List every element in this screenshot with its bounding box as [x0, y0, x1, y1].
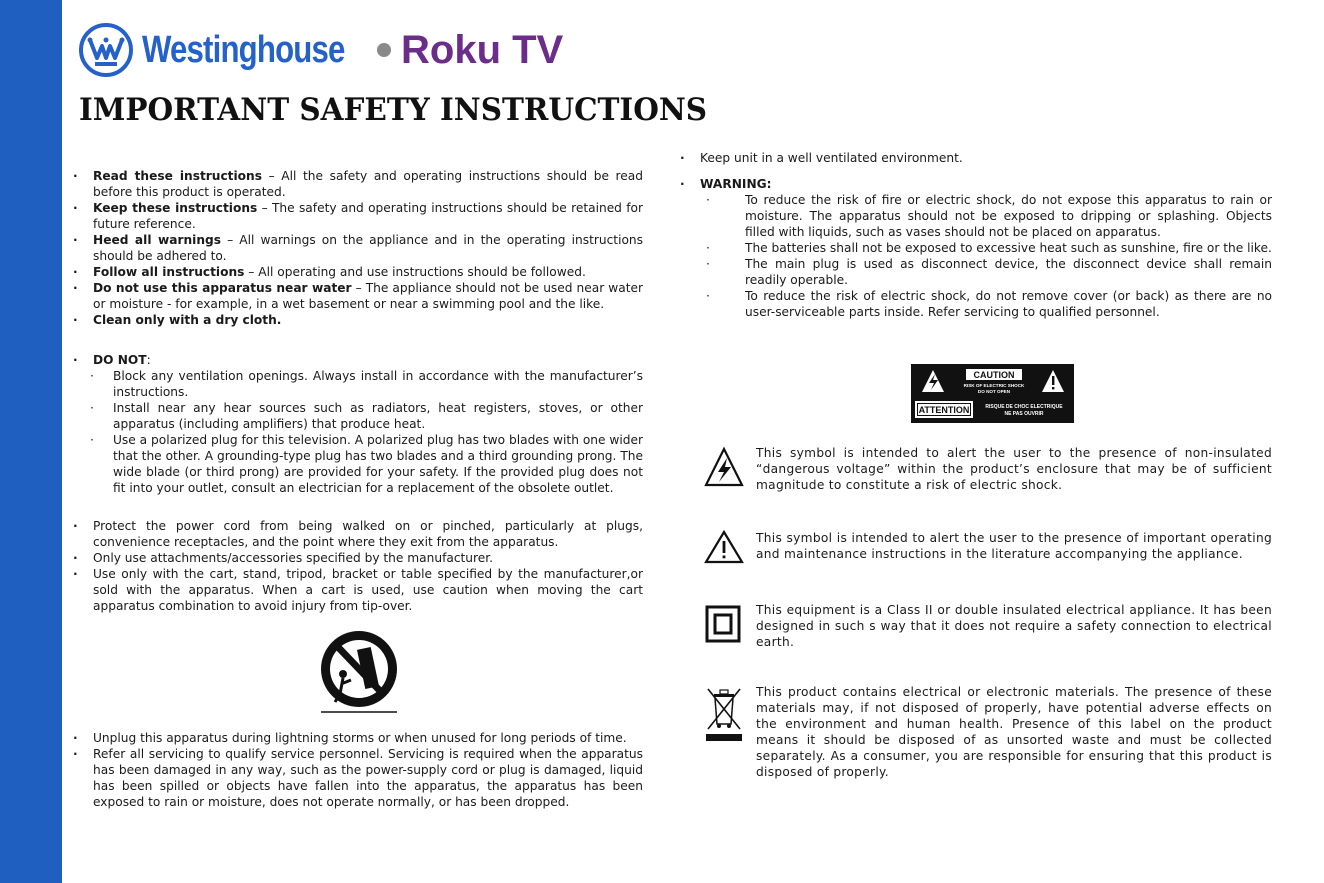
crossed-bin-icon [704, 684, 744, 746]
list-item: · Unplug this apparatus during lightning storms or when unused for long periods of time. [73, 730, 643, 746]
list-item: · Heed all warnings – All warnings on the appliance and in the operating instructions should be adhered to. [73, 232, 643, 264]
list-item: · Protect the power cord from being walked on or pinched, particularly at plugs, convenience receptacles, and the point where they exit from the apparatus. [73, 518, 643, 550]
caution-label [911, 364, 1074, 423]
caution-word: CAUTION [973, 370, 1015, 380]
list-item: · To reduce the risk of electric shock, do not remove cover (or back) as there are no user-serviceable parts inside. Refer servicing to qualified personnel. [680, 288, 1272, 320]
westinghouse-wordmark: Westinghouse [142, 28, 345, 71]
brand-logo [78, 20, 563, 80]
brand-separator-dot [377, 43, 391, 57]
list-item: · Only use attachments/accessories specified by the manufacturer. [73, 550, 643, 566]
general-instructions-list [73, 168, 643, 328]
right-column [680, 150, 1272, 320]
warning-heading: · WARNING: [680, 176, 1272, 192]
left-color-band [0, 0, 62, 883]
list-item: · The batteries shall not be exposed to excessive heat such as sunshine, fire or the like. [680, 240, 1272, 256]
list-item: · Clean only with a dry cloth. [73, 312, 643, 328]
risk-line-1: RISK OF ELECTRIC SHOCK [963, 383, 1025, 388]
symbol-text: This symbol is intended to alert the user to the presence of important operating and maintenance instructions in the literature accompanying the appliance. [756, 531, 1272, 561]
list-item: · Use a polarized plug for this television. A polarized plug has two blades with one wider that the other. A grounding-type plug has two blades and a third grounding prong. The wide blade (or third prong) are provided for your safety. If the provided plug does not fit into your outlet, consult an electrician for a replacement of the obsolete outlet. [73, 432, 643, 496]
risque-line-1: RISQUE DE CHOC ELECTRIQUE [985, 404, 1063, 410]
power-and-cart-list [73, 518, 643, 614]
service-list [73, 730, 643, 810]
cart-tipover-warning-icon [313, 628, 408, 716]
westinghouse-logo-icon [78, 22, 134, 78]
exclamation-triangle-icon [704, 530, 744, 576]
list-item: · Keep these instructions – The safety and operating instructions should be retained for future reference. [73, 200, 643, 232]
list-item: · To reduce the risk of fire or electric shock, do not expose this apparatus to rain or moisture. The apparatus should not be exposed to dripping or splashing. Objects filled with liquids, such as vases should not be placed on apparatus. [680, 192, 1272, 240]
symbol-row-dangerous-voltage [704, 445, 1272, 493]
symbol-text: This equipment is a Class II or double insulated electrical appliance. It has been designed in such s way that it does not require a safety connection to electrical earth. [756, 603, 1272, 649]
roku-tv-wordmark: Roku TV [401, 27, 564, 72]
do-not-list [73, 352, 643, 496]
double-square-icon [704, 602, 744, 648]
symbol-row-weee [704, 684, 1272, 780]
list-item: · Keep unit in a well ventilated environment. [680, 150, 1272, 166]
list-item: · Read these instructions – All the safety and operating instructions should be read before this product is operated. [73, 168, 643, 200]
risque-line-2: NE PAS OUVRIR [1004, 411, 1044, 417]
list-item: · Use only with the cart, stand, tripod, bracket or table specified by the manufacturer,or sold with the apparatus. When a cart is used, use caution when moving the cart apparatus combination to avoid injury from tip-over. [73, 566, 643, 614]
list-item: · Refer all servicing to qualify service personnel. Servicing is required when the apparatus has been damaged in any way, such as the power-supply cord or plug is damaged, liquid has been spilled or objects have fallen into the apparatus, the apparatus has been exposed to rain or moisture, does not operate normally, or has been dropped. [73, 746, 643, 810]
attention-word: ATTENTION [918, 405, 970, 415]
warning-list [680, 176, 1272, 320]
page-title: IMPORTANT SAFETY INSTRUCTIONS [79, 92, 708, 128]
environment-list [680, 150, 1272, 166]
list-item: · Follow all instructions – All operating and use instructions should be followed. [73, 264, 643, 280]
symbol-text: This symbol is intended to alert the user to the presence of non-insulated “dangerous voltage” within the product’s enclosure that may be of sufficient magnitude to constitute a risk of electric shock. [756, 446, 1272, 492]
list-item: · Block any ventilation openings. Always install in accordance with the manufacturer’s instructions. [73, 368, 643, 400]
symbol-row-class-ii [704, 602, 1272, 650]
risk-line-2: DO NOT OPEN [977, 389, 1011, 394]
left-column [73, 168, 643, 810]
lightning-triangle-icon [704, 445, 744, 491]
list-item: · The main plug is used as disconnect device, the disconnect device shall remain readily operable. [680, 256, 1272, 288]
list-item: · Install near any hear sources such as radiators, heat registers, stoves, or other apparatus (including amplifiers) that produce heat. [73, 400, 643, 432]
symbol-row-important-instructions [704, 530, 1272, 576]
do-not-heading: · DO NOT: [73, 352, 643, 368]
symbol-text: This product contains electrical or electronic materials. The presence of these materials may, if not disposed of properly, have potential adverse effects on the environment and human health. Presence of this label on the product means it should be disposed of as unsorted waste and must be collected separately. As a consumer, you are responsible for ensuring that this product is disposed of properly. [756, 685, 1272, 779]
list-item: · Do not use this apparatus near water – The appliance should not be used near water or moisture - for example, in a wet basement or near a swimming pool and the like. [73, 280, 643, 312]
